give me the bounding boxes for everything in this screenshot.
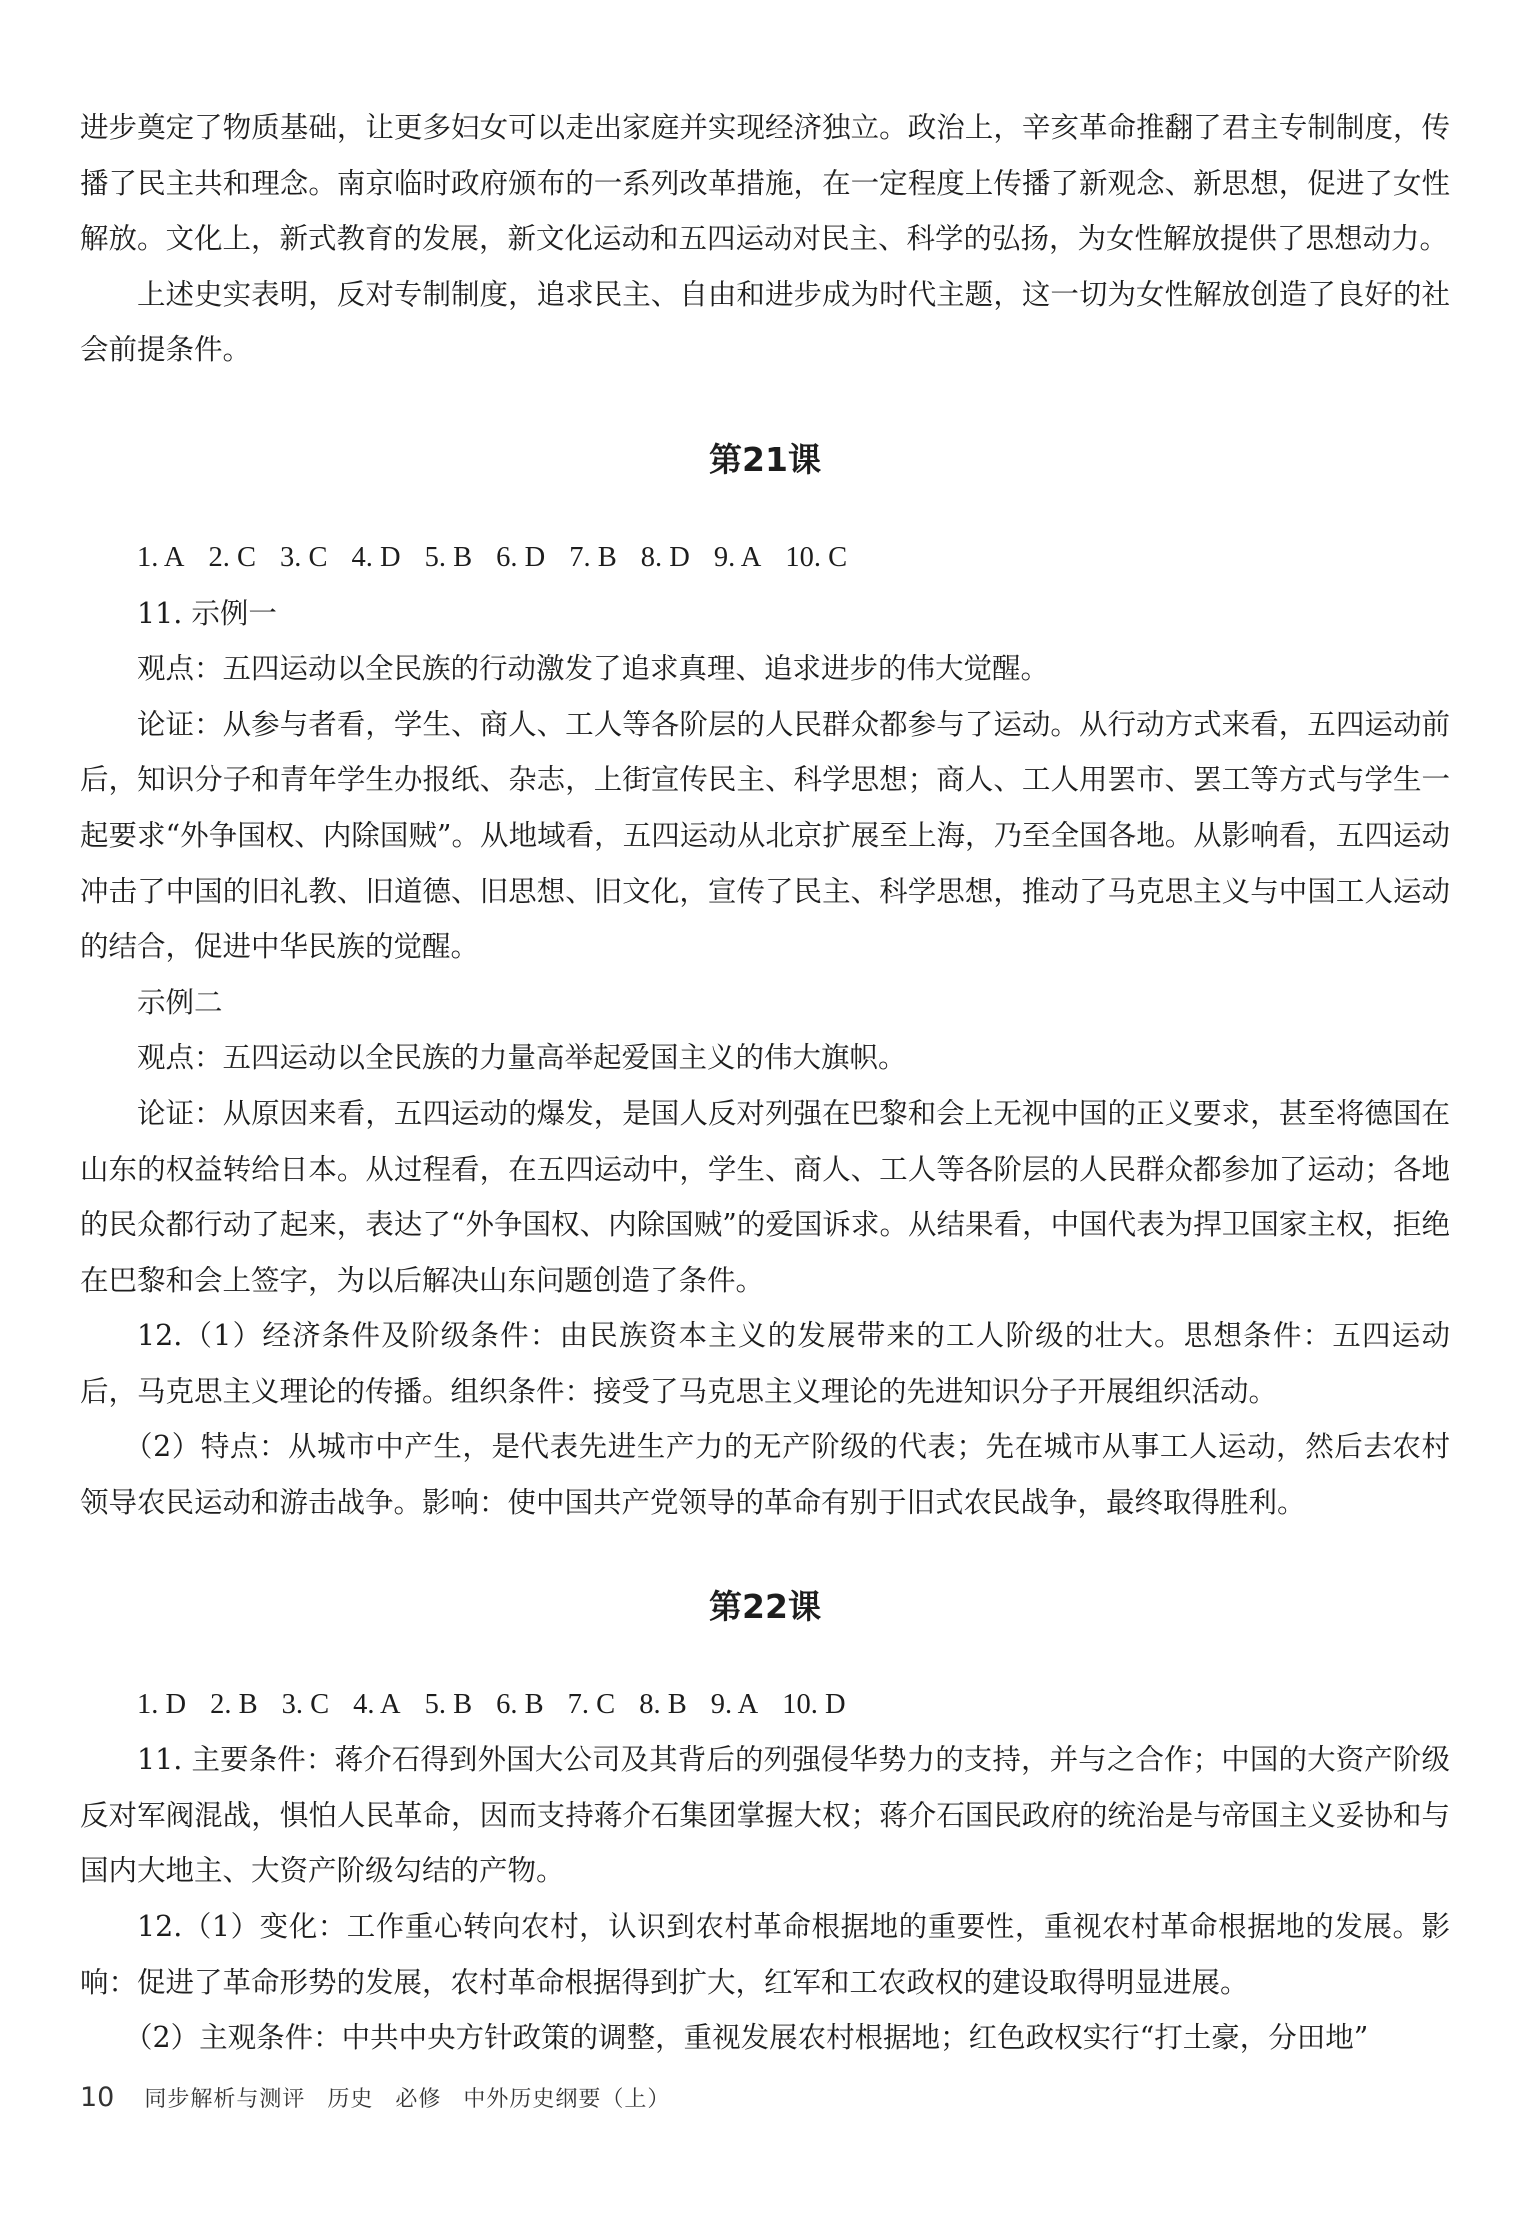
type-label: 必修 [395, 2087, 442, 2112]
answer-item: 5. B [424, 541, 473, 573]
example-1-argument: 论证：从参与者看，学生、商人、工人等各阶层的人民群众都参与了运动。从行动方式来看，五四运动前后，知识分子和青年学生办报纸、杂志，上街宣传民主、科学思想；商人、工人用罢市、罢工等方式与学生一起要求“外争国权、内除国贼”。从地域看，五四运动从北京扩展至上海，乃至全国各地。从影响看，五四运动冲击了中国的旧礼教、旧道德、旧思想、旧文化，宣传了民主、科学思想，推动了马克思主义与中国工人运动的结合，促进中华民族的觉醒。 [80, 707, 1450, 964]
answer-item: 4. D [351, 541, 401, 573]
example-1-view: 观点：五四运动以全民族的行动激发了追求真理、追求进步的伟大觉醒。 [137, 652, 1050, 686]
page-number: 10 [80, 2082, 115, 2113]
volume-label: 中外历史纲要（上） [463, 2087, 671, 2112]
answer-item: 5. B [424, 1688, 473, 1720]
answer-item: 6. B [496, 1688, 544, 1720]
lesson-22-q11: 11. 主要条件：蒋介石得到外国大公司及其背后的列强侵华势力的支持，并与之合作；中国的大资产阶级反对军阀混战，惧怕人民革命，因而支持蒋介石集团掌握大权；蒋介石国民政府的统治是与帝国主义妥协和与国内大地主、大资产阶级勾结的产物。 [80, 1743, 1450, 1888]
answer-item: 1. D [137, 1688, 187, 1720]
answer-item: 9. A [713, 541, 762, 573]
answer-item: 1. A [137, 541, 185, 573]
lesson-21-title: 第21课 [709, 439, 821, 479]
example-2-label: 示例二 [137, 985, 223, 1019]
answer-item: 9. A [710, 1688, 759, 1720]
answer-item: 3. C [280, 541, 328, 573]
lesson-21-answers [80, 530, 1450, 586]
example-2-view: 观点：五四运动以全民族的力量高举起爱国主义的伟大旗帜。 [137, 1041, 907, 1075]
lesson-21-q11-label: 11. 示例一 [137, 596, 277, 630]
answer-item: 2. B [210, 1688, 258, 1720]
answer-item: 8. D [640, 541, 690, 573]
answer-item: 10. C [785, 541, 848, 573]
answer-item: 4. A [353, 1688, 401, 1720]
lesson-22-q12-part-2: （2）主观条件：中共中央方针政策的调整，重视发展农村根据地；红色政权实行“打土豪，分田地” [124, 2021, 1369, 2055]
intro-paragraph-1: 进步奠定了物质基础，让更多妇女可以走出家庭并实现经济独立。政治上，辛亥革命推翻了君主专制制度，传播了民主共和理念。南京临时政府颁布的一系列改革措施，在一定程度上传播了新观念、新思想，促进了女性解放。文化上，新式教育的发展，新文化运动和五四运动对民主、科学的弘扬，为女性解放提供了思想动力。 [80, 111, 1450, 256]
lesson-22-title: 第22课 [709, 1586, 821, 1626]
answer-item: 7. B [569, 541, 617, 573]
intro-paragraph-2: 上述史实表明，反对专制制度，追求民主、自由和进步成为时代主题，这一切为女性解放创造了良好的社会前提条件。 [80, 277, 1450, 367]
example-2-argument: 论证：从原因来看，五四运动的爆发，是国人反对列强在巴黎和会上无视中国的正义要求，甚至将德国在山东的权益转给日本。从过程看，在五四运动中，学生、商人、工人等各阶层的人民群众都参加了运动；各地的民众都行动了起来，表达了“外争国权、内除国贼”的爱国诉求。从结果看，中国代表为捍卫国家主权，拒绝在巴黎和会上签字，为以后解决山东问题创造了条件。 [80, 1096, 1450, 1297]
lesson-21-q12-part-1: 12.（1）经济条件及阶级条件：由民族资本主义的发展带来的工人阶级的壮大。思想条件：五四运动后，马克思主义理论的传播。组织条件：接受了马克思主义理论的先进知识分子开展组织活动。 [80, 1319, 1450, 1408]
lesson-22-q12-part-1: 12.（1）变化：工作重心转向农村，认识到农村革命根据地的重要性，重视农村革命根据地的发展。影响：促进了革命形势的发展，农村革命根据得到扩大，红军和工农政权的建设取得明显进展。 [80, 1910, 1450, 1999]
answer-item: 8. B [639, 1688, 687, 1720]
book-title: 同步解析与测评 [144, 2087, 306, 2112]
page-footer [80, 2082, 692, 2113]
answer-item: 7. C [567, 1688, 616, 1720]
answer-item: 2. C [208, 541, 257, 573]
page-content [80, 100, 1450, 2066]
lesson-21-q12-part-2: （2）特点：从城市中产生，是代表先进生产力的无产阶级的代表；先在城市从事工人运动，然后去农村领导农民运动和游击战争。影响：使中国共产党领导的革命有别于旧式农民战争，最终取得胜利。 [80, 1430, 1450, 1520]
lesson-22-answers [80, 1677, 1450, 1733]
answer-item: 10. D [782, 1688, 846, 1720]
subject-label: 历史 [327, 2087, 374, 2112]
answer-item: 6. D [496, 541, 546, 573]
answer-item: 3. C [281, 1688, 330, 1720]
